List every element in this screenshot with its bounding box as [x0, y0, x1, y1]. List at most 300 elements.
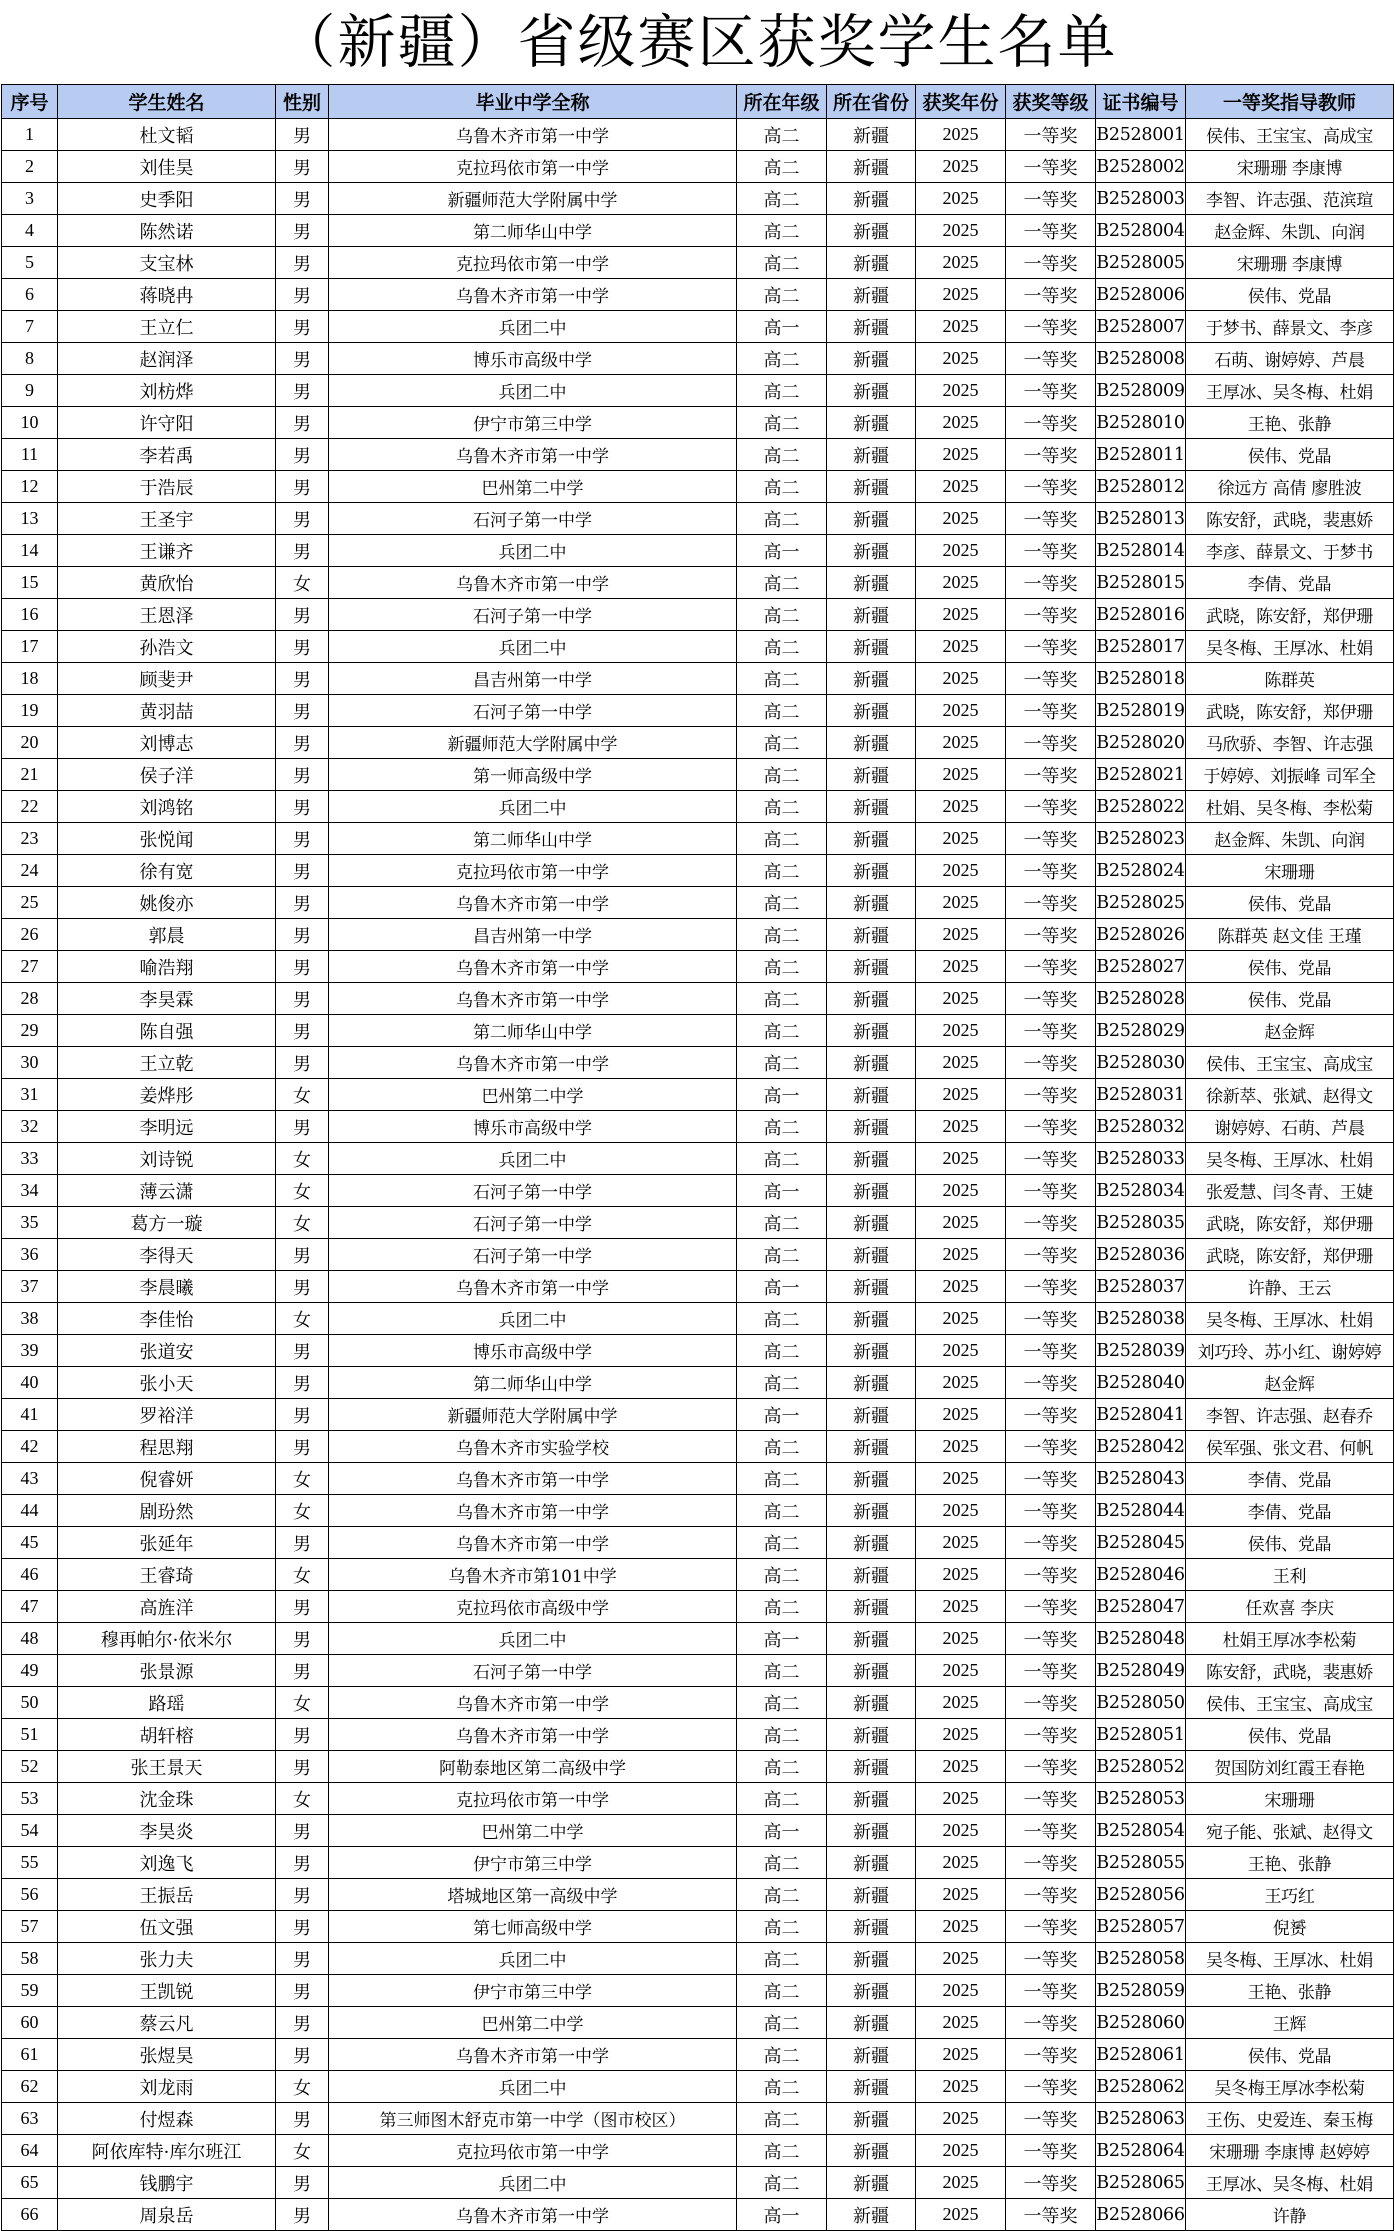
cell-province: 新疆 [827, 695, 916, 727]
cell-certificate-no: B2528058 [1096, 1943, 1186, 1975]
cell-gender: 男 [276, 119, 329, 151]
cell-student-name: 喻浩翔 [58, 951, 276, 983]
cell-gender: 男 [276, 663, 329, 695]
cell-teacher: 吴冬梅王厚冰李松菊 [1186, 2071, 1394, 2103]
cell-gender: 男 [276, 951, 329, 983]
cell-year: 2025 [916, 1239, 1006, 1271]
cell-province: 新疆 [827, 1975, 916, 2007]
cell-gender: 女 [276, 2135, 329, 2167]
cell-award-level: 一等奖 [1006, 535, 1096, 567]
cell-teacher: 张爱慧、闫冬青、王婕 [1186, 1175, 1394, 1207]
cell-teacher: 李倩、党晶 [1186, 1463, 1394, 1495]
cell-gender: 女 [276, 1175, 329, 1207]
cell-gender: 男 [276, 855, 329, 887]
cell-gender: 男 [276, 791, 329, 823]
table-row [2, 407, 1394, 439]
cell-teacher: 李智、许志强、赵春乔 [1186, 1399, 1394, 1431]
cell-school: 伊宁市第三中学 [329, 1975, 737, 2007]
cell-certificate-no: B2528017 [1096, 631, 1186, 663]
cell-award-level: 一等奖 [1006, 1655, 1096, 1687]
cell-grade: 高二 [737, 439, 827, 471]
cell-teacher: 赵金辉、朱凯、向润 [1186, 823, 1394, 855]
cell-student-name: 郭晨 [58, 919, 276, 951]
cell-award-level: 一等奖 [1006, 1687, 1096, 1719]
cell-school: 乌鲁木齐市第一中学 [329, 279, 737, 311]
cell-school: 乌鲁木齐市第一中学 [329, 1495, 737, 1527]
table-row [2, 919, 1394, 951]
cell-certificate-no: B2528005 [1096, 247, 1186, 279]
cell-grade: 高二 [737, 2007, 827, 2039]
cell-certificate-no: B2528026 [1096, 919, 1186, 951]
table-row [2, 1367, 1394, 1399]
cell-province: 新疆 [827, 1207, 916, 1239]
cell-no: 41 [2, 1399, 58, 1431]
cell-school: 乌鲁木齐市第一中学 [329, 1463, 737, 1495]
cell-award-level: 一等奖 [1006, 727, 1096, 759]
cell-gender: 男 [276, 1975, 329, 2007]
cell-school: 乌鲁木齐市第一中学 [329, 2199, 737, 2231]
cell-student-name: 李若禹 [58, 439, 276, 471]
cell-student-name: 张延年 [58, 1527, 276, 1559]
cell-certificate-no: B2528029 [1096, 1015, 1186, 1047]
cell-award-level: 一等奖 [1006, 503, 1096, 535]
cell-school: 乌鲁木齐市第一中学 [329, 567, 737, 599]
cell-gender: 男 [276, 1655, 329, 1687]
cell-province: 新疆 [827, 631, 916, 663]
cell-student-name: 蔡云凡 [58, 2007, 276, 2039]
cell-teacher: 王艳、张静 [1186, 407, 1394, 439]
cell-school: 兵团二中 [329, 1143, 737, 1175]
cell-certificate-no: B2528053 [1096, 1783, 1186, 1815]
cell-no: 51 [2, 1719, 58, 1751]
cell-gender: 女 [276, 1207, 329, 1239]
cell-province: 新疆 [827, 1527, 916, 1559]
cell-gender: 男 [276, 1399, 329, 1431]
cell-no: 42 [2, 1431, 58, 1463]
cell-award-level: 一等奖 [1006, 1463, 1096, 1495]
cell-student-name: 剧玢然 [58, 1495, 276, 1527]
cell-student-name: 陈自强 [58, 1015, 276, 1047]
cell-certificate-no: B2528022 [1096, 791, 1186, 823]
cell-province: 新疆 [827, 471, 916, 503]
cell-certificate-no: B2528051 [1096, 1719, 1186, 1751]
cell-certificate-no: B2528018 [1096, 663, 1186, 695]
cell-teacher: 侯伟、党晶 [1186, 951, 1394, 983]
cell-teacher: 于婷婷、刘振峰 司军全 [1186, 759, 1394, 791]
cell-year: 2025 [916, 695, 1006, 727]
cell-grade: 高二 [737, 1687, 827, 1719]
cell-no: 55 [2, 1847, 58, 1879]
cell-student-name: 姜烨彤 [58, 1079, 276, 1111]
cell-gender: 女 [276, 1303, 329, 1335]
cell-award-level: 一等奖 [1006, 1399, 1096, 1431]
cell-gender: 男 [276, 2007, 329, 2039]
cell-province: 新疆 [827, 1303, 916, 1335]
award-table-body [2, 119, 1394, 2231]
cell-grade: 高二 [737, 1559, 827, 1591]
cell-gender: 男 [276, 215, 329, 247]
cell-province: 新疆 [827, 1431, 916, 1463]
cell-school: 乌鲁木齐市第一中学 [329, 887, 737, 919]
cell-grade: 高二 [737, 1239, 827, 1271]
cell-award-level: 一等奖 [1006, 1623, 1096, 1655]
cell-student-name: 张景源 [58, 1655, 276, 1687]
cell-grade: 高二 [737, 1783, 827, 1815]
cell-gender: 女 [276, 1495, 329, 1527]
cell-teacher: 侯军强、张文君、何帆 [1186, 1431, 1394, 1463]
cell-year: 2025 [916, 1015, 1006, 1047]
cell-award-level: 一等奖 [1006, 215, 1096, 247]
cell-grade: 高二 [737, 887, 827, 919]
cell-award-level: 一等奖 [1006, 1847, 1096, 1879]
cell-year: 2025 [916, 1111, 1006, 1143]
cell-school: 巴州第二中学 [329, 471, 737, 503]
cell-gender: 男 [276, 759, 329, 791]
cell-province: 新疆 [827, 1399, 916, 1431]
cell-province: 新疆 [827, 1943, 916, 1975]
cell-gender: 男 [276, 1943, 329, 1975]
cell-student-name: 李佳怡 [58, 1303, 276, 1335]
cell-province: 新疆 [827, 1271, 916, 1303]
cell-gender: 男 [276, 1015, 329, 1047]
cell-teacher: 王厚冰、吴冬梅、杜娟 [1186, 375, 1394, 407]
cell-school: 乌鲁木齐市第一中学 [329, 439, 737, 471]
cell-gender: 男 [276, 471, 329, 503]
cell-teacher: 侯伟、党晶 [1186, 1527, 1394, 1559]
cell-student-name: 侯子洋 [58, 759, 276, 791]
cell-grade: 高二 [737, 119, 827, 151]
cell-gender: 男 [276, 2103, 329, 2135]
cell-province: 新疆 [827, 439, 916, 471]
cell-certificate-no: B2528054 [1096, 1815, 1186, 1847]
cell-award-level: 一等奖 [1006, 1143, 1096, 1175]
cell-student-name: 孙浩文 [58, 631, 276, 663]
cell-student-name: 路瑶 [58, 1687, 276, 1719]
cell-school: 博乐市高级中学 [329, 1335, 737, 1367]
cell-school: 兵团二中 [329, 375, 737, 407]
cell-no: 27 [2, 951, 58, 983]
cell-student-name: 蒋晓冉 [58, 279, 276, 311]
cell-student-name: 张王景天 [58, 1751, 276, 1783]
cell-school: 博乐市高级中学 [329, 343, 737, 375]
cell-student-name: 李昊霖 [58, 983, 276, 1015]
cell-student-name: 张小天 [58, 1367, 276, 1399]
cell-award-level: 一等奖 [1006, 1111, 1096, 1143]
cell-no: 4 [2, 215, 58, 247]
cell-province: 新疆 [827, 2199, 916, 2231]
cell-teacher: 陈安舒，武晓，裴惠娇 [1186, 1655, 1394, 1687]
cell-no: 12 [2, 471, 58, 503]
cell-teacher: 侯伟、王宝宝、高成宝 [1186, 119, 1394, 151]
table-row [2, 1847, 1394, 1879]
cell-teacher: 王艳、张静 [1186, 1975, 1394, 2007]
cell-year: 2025 [916, 2039, 1006, 2071]
cell-no: 13 [2, 503, 58, 535]
cell-gender: 男 [276, 2167, 329, 2199]
cell-province: 新疆 [827, 407, 916, 439]
cell-award-level: 一等奖 [1006, 919, 1096, 951]
cell-certificate-no: B2528060 [1096, 2007, 1186, 2039]
cell-province: 新疆 [827, 279, 916, 311]
cell-award-level: 一等奖 [1006, 1559, 1096, 1591]
cell-province: 新疆 [827, 1047, 916, 1079]
cell-grade: 高二 [737, 599, 827, 631]
cell-province: 新疆 [827, 119, 916, 151]
cell-grade: 高二 [737, 471, 827, 503]
cell-year: 2025 [916, 1847, 1006, 1879]
cell-year: 2025 [916, 759, 1006, 791]
cell-school: 石河子第一中学 [329, 1239, 737, 1271]
col-header-school: 毕业中学全称 [329, 85, 737, 119]
cell-student-name: 刘博志 [58, 727, 276, 759]
cell-no: 9 [2, 375, 58, 407]
table-row [2, 1207, 1394, 1239]
cell-certificate-no: B2528016 [1096, 599, 1186, 631]
cell-province: 新疆 [827, 1687, 916, 1719]
cell-student-name: 刘龙雨 [58, 2071, 276, 2103]
cell-year: 2025 [916, 855, 1006, 887]
cell-certificate-no: B2528064 [1096, 2135, 1186, 2167]
cell-gender: 男 [276, 311, 329, 343]
cell-award-level: 一等奖 [1006, 1367, 1096, 1399]
table-row [2, 1623, 1394, 1655]
cell-student-name: 陈然诺 [58, 215, 276, 247]
cell-student-name: 王谦齐 [58, 535, 276, 567]
cell-certificate-no: B2528059 [1096, 1975, 1186, 2007]
cell-school: 石河子第一中学 [329, 503, 737, 535]
table-row [2, 1879, 1394, 1911]
cell-grade: 高二 [737, 791, 827, 823]
cell-province: 新疆 [827, 983, 916, 1015]
cell-no: 63 [2, 2103, 58, 2135]
cell-grade: 高二 [737, 2167, 827, 2199]
cell-school: 乌鲁木齐市第一中学 [329, 983, 737, 1015]
cell-province: 新疆 [827, 215, 916, 247]
table-row [2, 1303, 1394, 1335]
cell-no: 2 [2, 151, 58, 183]
table-row [2, 215, 1394, 247]
cell-province: 新疆 [827, 311, 916, 343]
col-header-level: 获奖等级 [1006, 85, 1096, 119]
cell-gender: 男 [276, 1431, 329, 1463]
cell-no: 10 [2, 407, 58, 439]
cell-year: 2025 [916, 183, 1006, 215]
cell-teacher: 吴冬梅、王厚冰、杜娟 [1186, 1143, 1394, 1175]
cell-grade: 高二 [737, 1911, 827, 1943]
cell-gender: 男 [276, 887, 329, 919]
cell-teacher: 王利 [1186, 1559, 1394, 1591]
cell-award-level: 一等奖 [1006, 119, 1096, 151]
cell-no: 32 [2, 1111, 58, 1143]
cell-gender: 男 [276, 695, 329, 727]
cell-school: 石河子第一中学 [329, 695, 737, 727]
header-row [2, 85, 1394, 119]
cell-school: 兵团二中 [329, 1943, 737, 1975]
cell-teacher: 赵金辉 [1186, 1015, 1394, 1047]
cell-grade: 高二 [737, 1847, 827, 1879]
cell-grade: 高二 [737, 503, 827, 535]
cell-certificate-no: B2528031 [1096, 1079, 1186, 1111]
cell-teacher: 贺国防刘红霞王春艳 [1186, 1751, 1394, 1783]
cell-certificate-no: B2528065 [1096, 2167, 1186, 2199]
cell-year: 2025 [916, 1527, 1006, 1559]
col-header-province: 所在省份 [827, 85, 916, 119]
cell-award-level: 一等奖 [1006, 151, 1096, 183]
cell-gender: 男 [276, 1911, 329, 1943]
cell-award-level: 一等奖 [1006, 663, 1096, 695]
table-row [2, 471, 1394, 503]
cell-no: 66 [2, 2199, 58, 2231]
cell-gender: 男 [276, 183, 329, 215]
cell-no: 28 [2, 983, 58, 1015]
cell-student-name: 黄羽喆 [58, 695, 276, 727]
cell-gender: 男 [276, 1847, 329, 1879]
cell-province: 新疆 [827, 823, 916, 855]
cell-no: 52 [2, 1751, 58, 1783]
cell-certificate-no: B2528020 [1096, 727, 1186, 759]
table-row [2, 2071, 1394, 2103]
cell-award-level: 一等奖 [1006, 2135, 1096, 2167]
cell-teacher: 陈安舒，武晓，裴惠娇 [1186, 503, 1394, 535]
cell-award-level: 一等奖 [1006, 631, 1096, 663]
cell-grade: 高二 [737, 343, 827, 375]
cell-teacher: 许静 [1186, 2199, 1394, 2231]
cell-certificate-no: B2528012 [1096, 471, 1186, 503]
cell-certificate-no: B2528039 [1096, 1335, 1186, 1367]
cell-school: 第二师华山中学 [329, 215, 737, 247]
cell-certificate-no: B2528015 [1096, 567, 1186, 599]
cell-grade: 高二 [737, 919, 827, 951]
table-row [2, 343, 1394, 375]
cell-certificate-no: B2528047 [1096, 1591, 1186, 1623]
cell-province: 新疆 [827, 951, 916, 983]
cell-student-name: 刘诗锐 [58, 1143, 276, 1175]
cell-no: 5 [2, 247, 58, 279]
cell-certificate-no: B2528027 [1096, 951, 1186, 983]
cell-gender: 男 [276, 2039, 329, 2071]
cell-teacher: 宋珊珊 [1186, 1783, 1394, 1815]
cell-award-level: 一等奖 [1006, 2167, 1096, 2199]
cell-year: 2025 [916, 1143, 1006, 1175]
cell-year: 2025 [916, 215, 1006, 247]
cell-certificate-no: B2528033 [1096, 1143, 1186, 1175]
cell-no: 54 [2, 1815, 58, 1847]
cell-gender: 男 [276, 631, 329, 663]
table-row [2, 1783, 1394, 1815]
cell-year: 2025 [916, 1399, 1006, 1431]
cell-certificate-no: B2528021 [1096, 759, 1186, 791]
cell-year: 2025 [916, 1303, 1006, 1335]
cell-teacher: 武晓，陈安舒，郑伊珊 [1186, 1207, 1394, 1239]
cell-grade: 高二 [737, 1207, 827, 1239]
cell-certificate-no: B2528006 [1096, 279, 1186, 311]
cell-certificate-no: B2528043 [1096, 1463, 1186, 1495]
cell-teacher: 王艳、张静 [1186, 1847, 1394, 1879]
cell-gender: 男 [276, 279, 329, 311]
cell-year: 2025 [916, 951, 1006, 983]
cell-province: 新疆 [827, 343, 916, 375]
cell-grade: 高二 [737, 1943, 827, 1975]
cell-gender: 男 [276, 1815, 329, 1847]
cell-student-name: 罗裕洋 [58, 1399, 276, 1431]
cell-gender: 男 [276, 439, 329, 471]
cell-school: 兵团二中 [329, 2071, 737, 2103]
cell-year: 2025 [916, 1719, 1006, 1751]
cell-certificate-no: B2528044 [1096, 1495, 1186, 1527]
cell-student-name: 程思翔 [58, 1431, 276, 1463]
cell-year: 2025 [916, 1783, 1006, 1815]
cell-grade: 高二 [737, 1015, 827, 1047]
cell-gender: 男 [276, 1751, 329, 1783]
cell-province: 新疆 [827, 567, 916, 599]
cell-gender: 女 [276, 1783, 329, 1815]
cell-gender: 女 [276, 1079, 329, 1111]
cell-no: 44 [2, 1495, 58, 1527]
cell-no: 36 [2, 1239, 58, 1271]
cell-school: 博乐市高级中学 [329, 1111, 737, 1143]
cell-grade: 高二 [737, 247, 827, 279]
cell-grade: 高一 [737, 535, 827, 567]
cell-no: 35 [2, 1207, 58, 1239]
table-row [2, 631, 1394, 663]
cell-gender: 女 [276, 1687, 329, 1719]
cell-no: 23 [2, 823, 58, 855]
cell-grade: 高一 [737, 1623, 827, 1655]
table-row [2, 567, 1394, 599]
cell-teacher: 李倩、党晶 [1186, 1495, 1394, 1527]
cell-certificate-no: B2528062 [1096, 2071, 1186, 2103]
cell-no: 60 [2, 2007, 58, 2039]
cell-teacher: 许静、王云 [1186, 1271, 1394, 1303]
cell-grade: 高二 [737, 183, 827, 215]
cell-grade: 高二 [737, 1719, 827, 1751]
cell-certificate-no: B2528056 [1096, 1879, 1186, 1911]
cell-school: 新疆师范大学附属中学 [329, 183, 737, 215]
cell-certificate-no: B2528034 [1096, 1175, 1186, 1207]
cell-gender: 女 [276, 2071, 329, 2103]
cell-award-level: 一等奖 [1006, 1719, 1096, 1751]
col-header-teacher: 一等奖指导教师 [1186, 85, 1394, 119]
cell-gender: 男 [276, 1719, 329, 1751]
cell-student-name: 沈金珠 [58, 1783, 276, 1815]
cell-student-name: 王振岳 [58, 1879, 276, 1911]
cell-year: 2025 [916, 1559, 1006, 1591]
cell-province: 新疆 [827, 1783, 916, 1815]
cell-province: 新疆 [827, 1111, 916, 1143]
cell-teacher: 侯伟、王宝宝、高成宝 [1186, 1047, 1394, 1079]
cell-certificate-no: B2528028 [1096, 983, 1186, 1015]
cell-gender: 男 [276, 1623, 329, 1655]
cell-award-level: 一等奖 [1006, 2103, 1096, 2135]
cell-year: 2025 [916, 1495, 1006, 1527]
cell-grade: 高二 [737, 663, 827, 695]
cell-certificate-no: B2528014 [1096, 535, 1186, 567]
cell-province: 新疆 [827, 1591, 916, 1623]
cell-school: 乌鲁木齐市实验学校 [329, 1431, 737, 1463]
cell-grade: 高二 [737, 951, 827, 983]
cell-no: 53 [2, 1783, 58, 1815]
cell-year: 2025 [916, 1175, 1006, 1207]
cell-gender: 男 [276, 1335, 329, 1367]
cell-school: 乌鲁木齐市第101中学 [329, 1559, 737, 1591]
cell-award-level: 一等奖 [1006, 759, 1096, 791]
cell-student-name: 姚俊亦 [58, 887, 276, 919]
cell-grade: 高二 [737, 759, 827, 791]
cell-student-name: 张悦闻 [58, 823, 276, 855]
cell-year: 2025 [916, 599, 1006, 631]
cell-teacher: 王巧红 [1186, 1879, 1394, 1911]
cell-certificate-no: B2528063 [1096, 2103, 1186, 2135]
